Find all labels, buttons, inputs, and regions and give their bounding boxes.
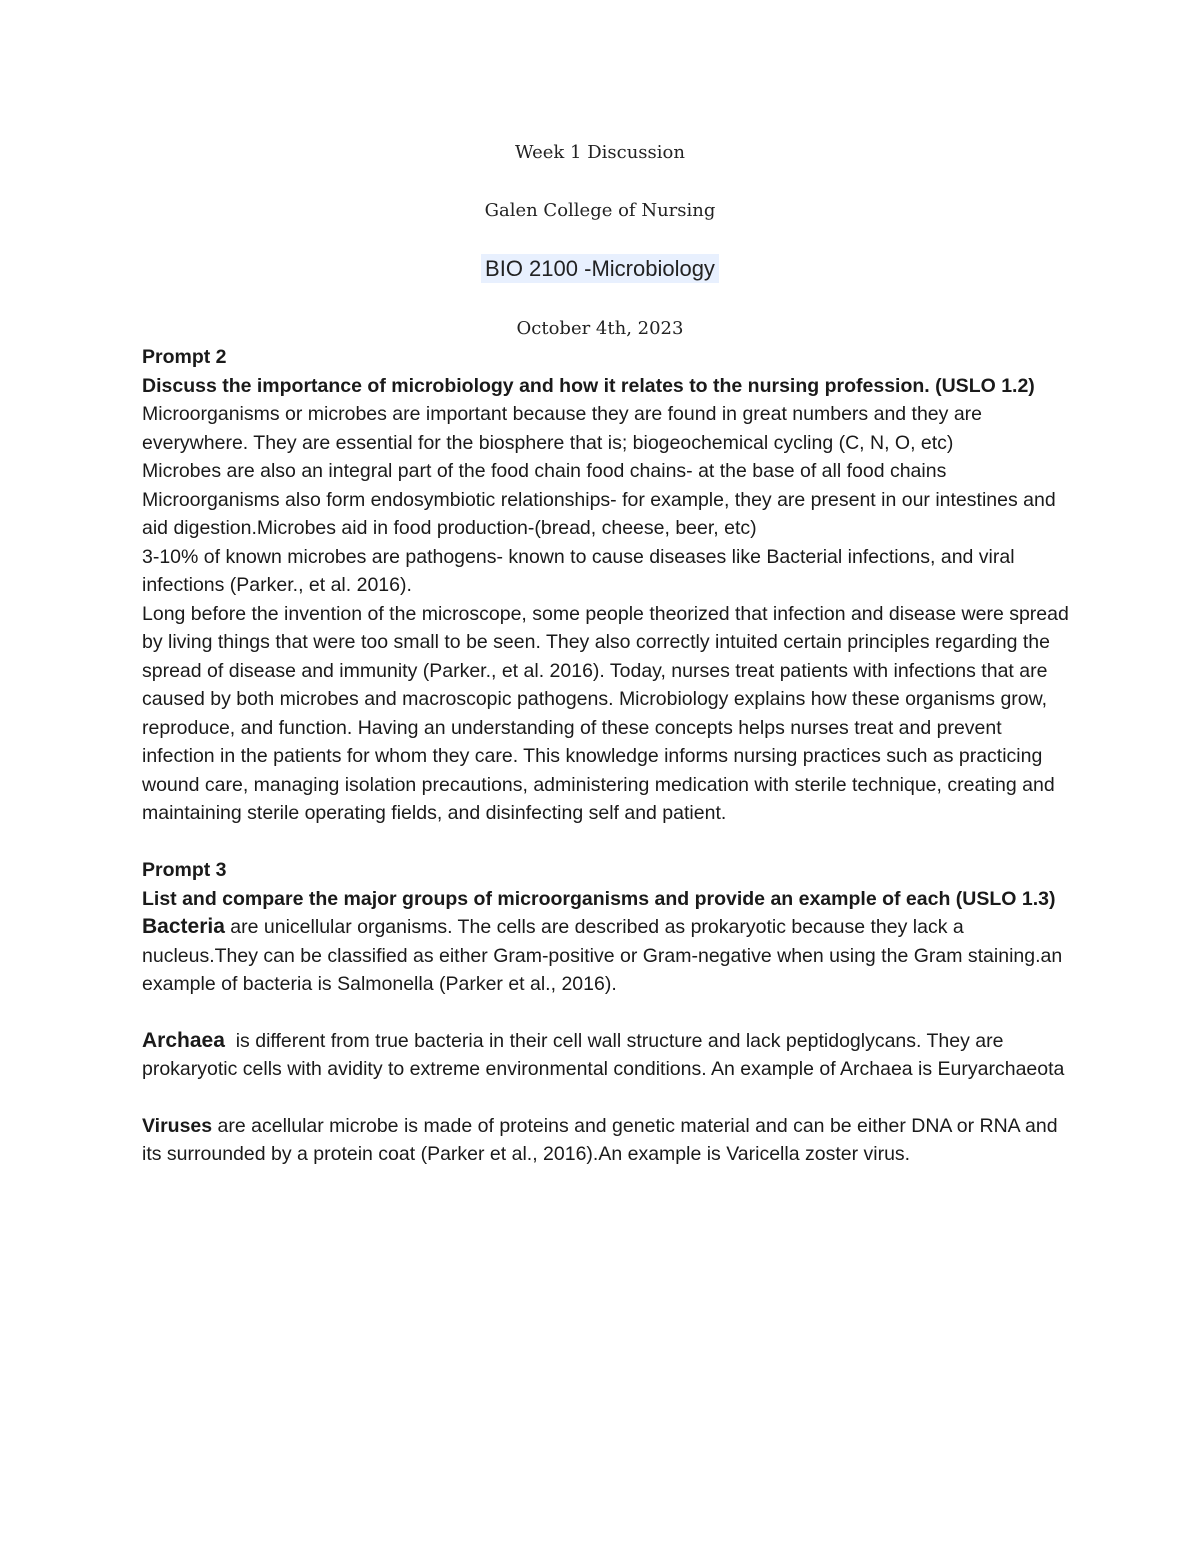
- document-body: [142, 343, 1072, 1169]
- course-title-highlight: BIO 2100 -Microbiology: [481, 254, 719, 283]
- paragraph-gap: [142, 999, 1072, 1027]
- course-title: [0, 256, 1200, 282]
- section-spacer: [142, 828, 1072, 857]
- group-archaea: [142, 1027, 1072, 1084]
- prompt2-paragraph-5: Long before the invention of the microscope, some people theorized that infection and disease were spread by living things that were too small to be seen. They also correctly intuited certain principles regarding the spread of disease and immunity (Parker., et al. 2016). Today, nurses treat patients with infections that are caused by both microbes and macroscopic pathogens. Microbiology explains how these organisms grow, reproduce, and function. Having an understanding of these concepts helps nurses treat and prevent infection in the patients for whom they care. This knowledge informs nursing practices such as practicing wound care, managing isolation precautions, administering medication with sterile technique, creating and maintaining sterile operating fields, and disinfecting self and patient.: [142, 602, 1069, 824]
- prompt2-paragraph-4: 3-10% of known microbes are pathogens- known to cause diseases like Bacterial infections, and viral infections (Parker., et al. 2016).: [142, 545, 1015, 596]
- group-viruses-text: are acellular microbe is made of proteins and genetic material and can be either DNA or RNA and its surrounded by a protein coat (Parker et al., 2016).An example is Varicella zoster virus.: [142, 1114, 1058, 1165]
- prompt3-label: Prompt 3: [142, 859, 227, 881]
- institution-name: Galen College of Nursing: [484, 200, 716, 221]
- prompt2-paragraph-2: Microbes are also an integral part of the food chain food chains- at the base of all food chains: [142, 460, 947, 482]
- prompt2-paragraph-3: Microorganisms also form endosymbiotic relationships- for example, they are present in our intestines and aid digestion.Microbes aid in food production-(bread, cheese, beer, etc): [142, 488, 1056, 539]
- group-archaea-text: is different from true bacteria in their cell wall structure and lack peptidoglycans. They are prokaryotic cells with avidity to extreme environmental conditions. An example of Archaea is Euryarchaeota: [142, 1029, 1065, 1080]
- prompt2-label: Prompt 2: [142, 346, 227, 368]
- paragraph-gap: [142, 1084, 1072, 1112]
- group-viruses: [142, 1112, 1072, 1169]
- prompt2-question: Discuss the importance of microbiology and how it relates to the nursing profession. (USLO 1.2): [142, 374, 1035, 397]
- document-date: October 4th, 2023: [516, 318, 684, 339]
- group-bacteria-text: are unicellular organisms. The cells are described as prokaryotic because they lack a nucleus.They can be classified as either Gram-positive or Gram-negative when using the Gram staining.an example of bacteria is Salmonella (Parker et al., 2016).: [142, 916, 1063, 995]
- prompt3-question: List and compare the major groups of microorganisms and provide an example of each (USLO 1.3): [142, 887, 1056, 910]
- group-bacteria-term: Bacteria: [142, 915, 225, 938]
- prompt2-paragraph-1: Microorganisms or microbes are important because they are found in great numbers and they are everywhere. They are essential for the biosphere that is; biogeochemical cycling (C, N, O, etc): [142, 403, 983, 454]
- group-viruses-term: Viruses: [142, 1114, 213, 1137]
- group-bacteria: [142, 913, 1072, 999]
- group-archaea-term: Archaea: [142, 1028, 225, 1052]
- document-title: Week 1 Discussion: [515, 142, 685, 163]
